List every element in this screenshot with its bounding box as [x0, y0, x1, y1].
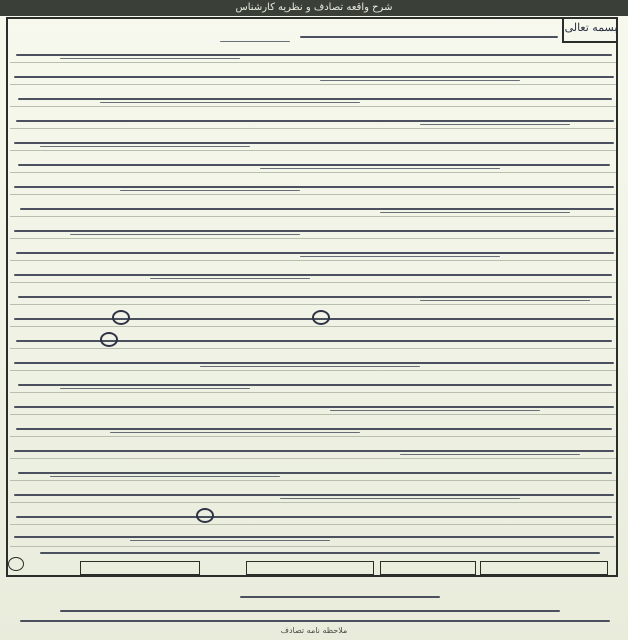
handwriting-stroke [14, 362, 614, 364]
ruled-line [10, 436, 616, 437]
handwriting-stroke [16, 252, 614, 254]
footer-caption: ملاحظه نامه تصادف [280, 626, 348, 635]
handwriting-stroke [14, 230, 614, 232]
handwriting-stroke [150, 278, 310, 279]
handwriting-stroke [18, 472, 612, 474]
handwriting-stroke [400, 454, 580, 455]
handwriting-stroke [14, 494, 614, 496]
handwriting-stroke [18, 98, 612, 100]
ruled-line [10, 106, 616, 107]
ruled-line [10, 304, 616, 305]
handwriting-stroke [110, 432, 360, 433]
form-label-box [480, 561, 608, 575]
handwriting-stroke [200, 366, 420, 367]
handwriting-stroke [14, 274, 612, 276]
handwriting-stroke [14, 406, 614, 408]
heading-box [562, 17, 618, 43]
circled-number-mark [196, 508, 214, 523]
handwriting-stroke [420, 124, 570, 125]
handwriting-stroke [60, 388, 250, 389]
handwriting-stroke [60, 58, 240, 59]
handwriting-stroke [380, 212, 570, 213]
ruled-line [10, 326, 616, 327]
handwriting-stroke [16, 120, 614, 122]
ruled-line [10, 172, 616, 173]
footer-handwriting-stroke [20, 620, 610, 622]
handwriting-stroke [14, 450, 614, 452]
footer-handwriting-stroke [60, 610, 560, 612]
ruled-line [10, 282, 616, 283]
ruled-line [10, 458, 616, 459]
ruled-line [10, 414, 616, 415]
ruled-line [10, 260, 616, 261]
handwriting-stroke [40, 146, 250, 147]
ruled-line [10, 524, 616, 525]
heading-label: بسمه تعالی [564, 21, 618, 34]
handwriting-stroke [14, 536, 614, 538]
ruled-line [10, 370, 616, 371]
handwriting-stroke [130, 540, 330, 541]
handwriting-stroke [320, 80, 520, 81]
circled-number-mark [312, 310, 330, 325]
handwriting-stroke [100, 102, 360, 103]
handwriting-stroke [16, 54, 612, 56]
ruled-line [10, 480, 616, 481]
handwriting-stroke [220, 41, 290, 42]
handwriting-stroke [50, 476, 280, 477]
handwriting-stroke [260, 168, 500, 169]
ruled-line [10, 62, 616, 63]
ruled-line [10, 502, 616, 503]
circled-number-mark [100, 332, 118, 347]
form-label-box [246, 561, 374, 575]
ruled-line [10, 150, 616, 151]
handwriting-stroke [20, 208, 614, 210]
footer-handwriting-stroke [240, 596, 440, 598]
handwriting-stroke [18, 384, 612, 386]
form-label-box [380, 561, 476, 575]
ruled-line [10, 392, 616, 393]
handwriting-stroke [330, 410, 540, 411]
document-header-title: شرح واقعه تصادف و نظريه کارشناس [235, 2, 393, 13]
ruled-line [10, 84, 616, 85]
handwriting-stroke [16, 428, 612, 430]
handwriting-stroke [16, 516, 612, 518]
ruled-line [10, 348, 616, 349]
handwriting-stroke [70, 234, 300, 235]
ruled-line [10, 216, 616, 217]
handwriting-stroke [14, 142, 614, 144]
handwriting-stroke [280, 498, 520, 499]
row-number-mark [8, 557, 24, 571]
handwriting-stroke [40, 552, 600, 554]
handwriting-stroke [300, 256, 500, 257]
handwriting-stroke [300, 36, 558, 38]
handwriting-stroke [120, 190, 300, 191]
handwriting-stroke [14, 76, 614, 78]
ruled-line [10, 128, 616, 129]
circled-number-mark [112, 310, 130, 325]
ruled-line [10, 238, 616, 239]
handwriting-stroke [18, 164, 610, 166]
form-label-box [80, 561, 200, 575]
handwriting-stroke [18, 296, 612, 298]
ruled-line [10, 194, 616, 195]
ruled-line [10, 546, 616, 547]
handwriting-stroke [14, 186, 614, 188]
handwriting-stroke [420, 300, 590, 301]
